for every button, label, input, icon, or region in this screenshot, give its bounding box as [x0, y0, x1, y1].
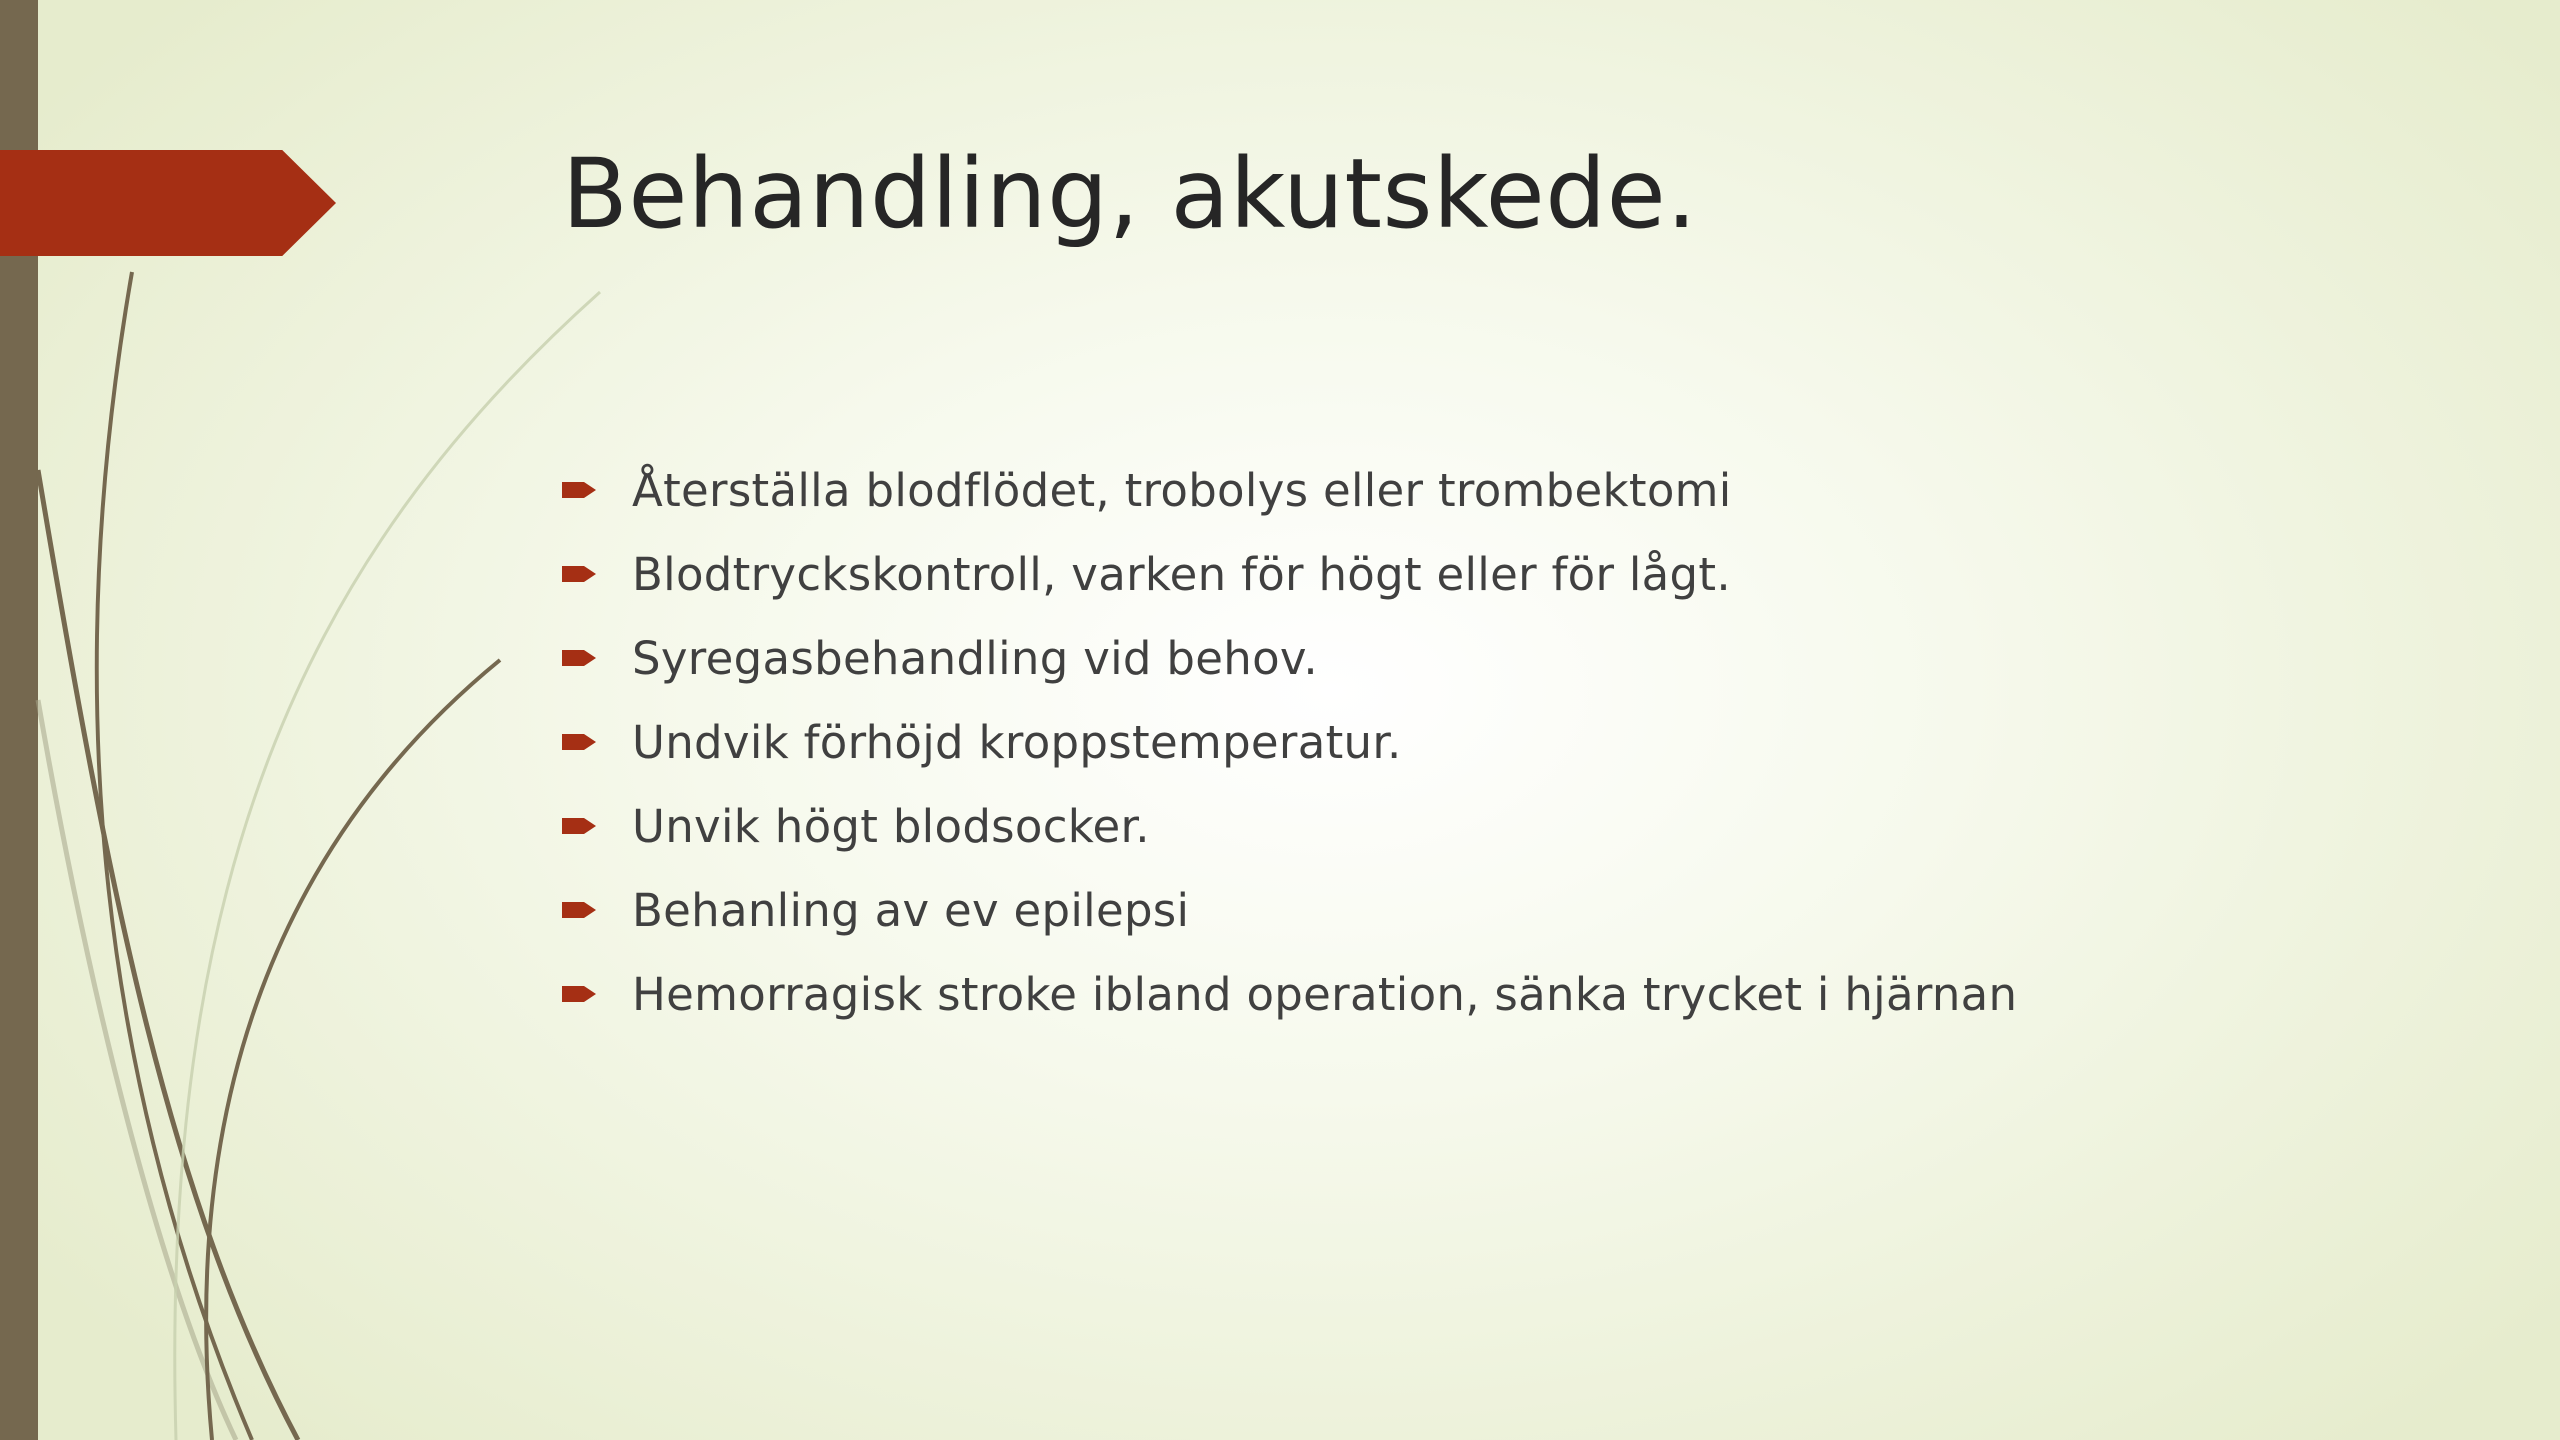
bullet-text: Syregasbehandling vid behov. [632, 631, 1318, 685]
arrow-bullet-icon [562, 732, 598, 752]
bullet-text: Återställa blodflödet, trobolys eller trombektomi [632, 463, 1732, 517]
list-item [562, 868, 2017, 952]
bullet-text: Unvik högt blodsocker. [632, 799, 1150, 853]
slide-title: Behandling, akutskede. [562, 138, 1698, 250]
bullet-list [562, 448, 2017, 1036]
arrow-bullet-icon [562, 480, 598, 500]
arrow-bullet-icon [562, 816, 598, 836]
arrow-bullet-icon [562, 564, 598, 584]
bullet-text: Hemorragisk stroke ibland operation, sänka trycket i hjärnan [632, 967, 2018, 1021]
bullet-text: Behanling av ev epilepsi [632, 883, 1190, 937]
list-item [562, 952, 2017, 1036]
list-item [562, 616, 2017, 700]
arrow-bullet-icon [562, 900, 598, 920]
arrow-bullet-icon [562, 648, 598, 668]
list-item [562, 784, 2017, 868]
list-item [562, 448, 2017, 532]
arrow-bullet-icon [562, 984, 598, 1004]
bullet-text: Undvik förhöjd kroppstemperatur. [632, 715, 1402, 769]
title-accent-flag [0, 150, 336, 256]
list-item [562, 532, 2017, 616]
list-item [562, 700, 2017, 784]
bullet-text: Blodtryckskontroll, varken för högt eller för lågt. [632, 547, 1731, 601]
